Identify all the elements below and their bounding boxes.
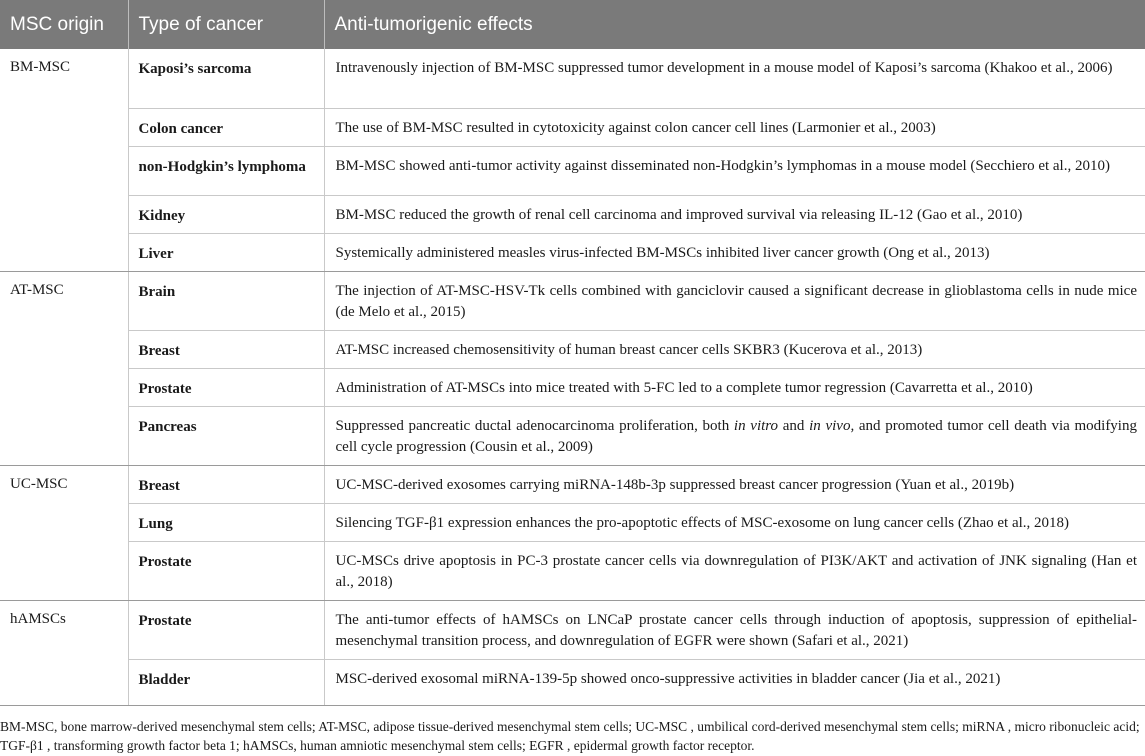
effect-cell (324, 406, 1145, 465)
table-row (0, 49, 1145, 108)
table-row (0, 406, 1145, 465)
cancer-type-cell: Kaposi’s sarcoma (128, 49, 324, 108)
effect-text: Suppressed pancreatic ductal adenocarcinoma proliferation, both (335, 417, 734, 434)
origin-cell: hAMSCs (0, 600, 128, 705)
effect-text: and promoted tumor cell death via modifying cell cycle progression (Cousin et al., 2009) (335, 417, 1137, 455)
table-row (0, 108, 1145, 146)
effect-cell: BM-MSC showed anti-tumor activity against disseminated non-Hodgkin’s lymphomas in a mouse model (Secchiero et al., 2010) (324, 146, 1145, 195)
effect-cell: Silencing TGF-β1 expression enhances the pro-apoptotic effects of MSC-exosome on lung cancer cells (Zhao et al., 2018) (324, 503, 1145, 541)
table-row (0, 330, 1145, 368)
effect-cell: Intravenously injection of BM-MSC suppressed tumor development in a mouse model of Kaposi’s sarcoma (Khakoo et al., 2006) (324, 49, 1145, 108)
effect-cell: UC-MSC-derived exosomes carrying miRNA-148b-3p suppressed breast cancer progression (Yuan et al., 2019b) (324, 465, 1145, 503)
cancer-type-cell: Brain (128, 271, 324, 330)
effect-italic-term: in vitro (733, 417, 779, 434)
cancer-type-cell: Prostate (128, 368, 324, 406)
effect-cell: AT-MSC increased chemosensitivity of human breast cancer cells SKBR3 (Kucerova et al., 2013) (324, 330, 1145, 368)
cancer-type-cell: Liver (128, 233, 324, 271)
table-row (0, 600, 1145, 659)
header-type-of-cancer: Type of cancer (128, 0, 324, 49)
cancer-type-cell: Prostate (128, 541, 324, 600)
effect-cell: The injection of AT-MSC-HSV-Tk cells combined with ganciclovir caused a significant decrease in glioblastoma cells in nude mice (de Melo et al., 2015) (324, 271, 1145, 330)
effect-text: and (778, 417, 810, 434)
table-footnote: BM-MSC, bone marrow-derived mesenchymal stem cells; AT-MSC, adipose tissue-derived mesenchymal stem cells; UC-MSC , umbilical cord-derived mesenchymal stem cells; miRNA , micro ribonucleic acid; TGF-β1 , transforming growth factor beta 1; hAMSCs, human amniotic mesenchymal stem cells; EGFR , epidermal growth factor receptor. (0, 719, 1140, 753)
cancer-type-cell: Lung (128, 503, 324, 541)
table-row (0, 271, 1145, 330)
table-row (0, 541, 1145, 600)
effect-cell: Systemically administered measles virus-infected BM-MSCs inhibited liver cancer growth (Ong et al., 2013) (324, 233, 1145, 271)
effect-cell: The use of BM-MSC resulted in cytotoxicity against colon cancer cell lines (Larmonier et al., 2003) (324, 108, 1145, 146)
table-row (0, 233, 1145, 271)
effect-italic-term: in vivo, (809, 417, 855, 434)
cancer-type-cell: Colon cancer (128, 108, 324, 146)
cancer-type-cell: Breast (128, 330, 324, 368)
table-row (0, 195, 1145, 233)
table-row (0, 503, 1145, 541)
table-row (0, 146, 1145, 195)
header-msc-origin: MSC origin (0, 0, 128, 49)
header-anti-tumorigenic-effects: Anti-tumorigenic effects (324, 0, 1145, 49)
cancer-type-cell: Breast (128, 465, 324, 503)
cancer-type-cell: Pancreas (128, 406, 324, 465)
cancer-type-cell: Prostate (128, 600, 324, 659)
origin-cell: UC-MSC (0, 465, 128, 600)
table-row (0, 659, 1145, 705)
effect-cell: The anti-tumor effects of hAMSCs on LNCaP prostate cancer cells through induction of apoptosis, suppression of epithelial-mesenchymal transition process, and downregulation of EGFR were shown (Safari et al., 2021) (324, 600, 1145, 659)
cancer-type-cell: Kidney (128, 195, 324, 233)
effect-cell: Administration of AT-MSCs into mice treated with 5-FC led to a complete tumor regression (Cavarretta et al., 2010) (324, 368, 1145, 406)
header-row (0, 0, 1145, 49)
effect-cell: MSC-derived exosomal miRNA-139-5p showed onco-suppressive activities in bladder cancer (Jia et al., 2021) (324, 659, 1145, 705)
cancer-type-cell: Bladder (128, 659, 324, 705)
table-row (0, 465, 1145, 503)
effect-cell: BM-MSC reduced the growth of renal cell carcinoma and improved survival via releasing IL-12 (Gao et al., 2010) (324, 195, 1145, 233)
effect-cell: UC-MSCs drive apoptosis in PC-3 prostate cancer cells via downregulation of PI3K/AKT and activation of JNK signaling (Han et al., 2018) (324, 541, 1145, 600)
origin-cell: BM-MSC (0, 49, 128, 271)
origin-cell: AT-MSC (0, 271, 128, 465)
table-row (0, 368, 1145, 406)
cancer-type-cell: non-Hodgkin’s lymphoma (128, 146, 324, 195)
